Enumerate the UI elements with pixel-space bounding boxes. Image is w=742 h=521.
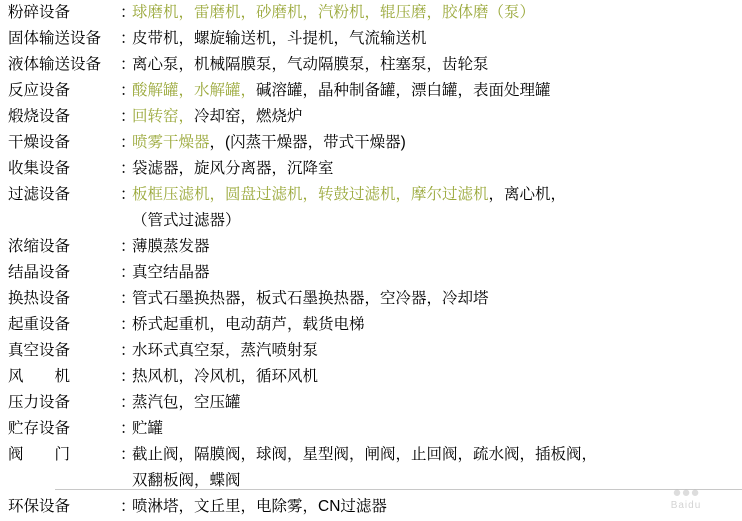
equipment-item-list: [132, 26, 742, 52]
continuation-spacer: [8, 468, 132, 494]
equipment-item-plain: 桥式起重机，电动葫芦，载货电梯: [132, 316, 365, 333]
equipment-item-list: [132, 494, 742, 520]
equipment-item-plain: 喷淋塔，文丘里，电除雾，CN过滤器: [132, 498, 387, 515]
equipment-colon: ：: [120, 4, 136, 21]
equipment-colon: ：: [120, 108, 136, 125]
equipment-item-list: [132, 52, 742, 78]
equipment-colon: ：: [120, 30, 136, 47]
equipment-item-list: [132, 234, 742, 260]
equipment-item-plain: 管式石墨换热器，板式石墨换热器，空冷器，冷却塔: [132, 290, 489, 307]
equipment-item-list: [132, 156, 742, 182]
equipment-row: [0, 26, 742, 52]
equipment-item-list: [132, 338, 742, 364]
equipment-row: [0, 338, 742, 364]
equipment-item-highlighted: 回转窑，: [132, 108, 195, 125]
equipment-colon: ：: [120, 264, 136, 281]
equipment-row: [0, 390, 742, 416]
equipment-row: [0, 416, 742, 442]
equipment-row: [0, 442, 742, 468]
equipment-row: [0, 0, 742, 26]
equipment-item-highlighted: 板框压滤机，圆盘过滤机，转鼓过滤机，摩尔过滤机: [132, 186, 489, 203]
equipment-item-list: [132, 312, 742, 338]
equipment-item-plain: 贮罐: [132, 420, 164, 437]
equipment-row: [0, 156, 742, 182]
equipment-item-plain: 离心泵，机械隔膜泵，气动隔膜泵，柱塞泵，齿轮泵: [132, 56, 489, 73]
equipment-colon: ：: [120, 394, 136, 411]
equipment-row-continuation: [0, 468, 742, 494]
equipment-row: [0, 130, 742, 156]
equipment-item-list: [132, 390, 742, 416]
equipment-colon: ：: [120, 420, 136, 437]
equipment-item-plain: 碱溶罐，晶种制备罐，漂白罐，表面处理罐: [256, 82, 551, 99]
equipment-item-list: [132, 130, 742, 156]
equipment-item-list: [132, 364, 742, 390]
equipment-item-plain: 截止阀，隔膜阀，球阀，星型阀，闸阀，止回阀，疏水阀，插板阀，: [132, 446, 598, 463]
equipment-row: [0, 364, 742, 390]
equipment-colon: ：: [120, 316, 136, 333]
equipment-item-plain: 蒸汽包，空压罐: [132, 394, 241, 411]
equipment-category-label: 收集设备: [8, 160, 71, 177]
equipment-item-list-continued: [132, 468, 742, 494]
equipment-item-highlighted: 酸解罐，水解罐，: [132, 82, 257, 99]
equipment-item-highlighted: 喷雾干燥器: [132, 134, 210, 151]
equipment-item-plain: 皮带机，螺旋输送机，斗提机，气流输送机: [132, 30, 427, 47]
equipment-item-list: [132, 182, 742, 208]
equipment-category-label: 贮存设备: [8, 420, 71, 437]
watermark-brand: Baidu: [670, 500, 702, 511]
equipment-category-label: 干燥设备: [8, 134, 71, 151]
equipment-item-highlighted: 球磨机，雷磨机，砂磨机，汽粉机，辊压磨，胶体磨（泵）: [132, 4, 536, 21]
equipment-row: [0, 312, 742, 338]
continuation-spacer: [8, 208, 132, 234]
equipment-item-list: [132, 260, 742, 286]
equipment-item-plain: 水环式真空泵，蒸汽喷射泵: [132, 342, 319, 359]
equipment-item-list: [132, 286, 742, 312]
equipment-category-label: 换热设备: [8, 290, 71, 307]
equipment-item-plain: 袋滤器，旋风分离器，沉降室: [132, 160, 334, 177]
equipment-colon: ：: [120, 238, 136, 255]
paw-icon: ●●●: [672, 484, 700, 501]
equipment-category-label: 固体输送设备: [8, 30, 102, 47]
equipment-item-list: [132, 442, 742, 468]
equipment-category-label: 结晶设备: [8, 264, 71, 281]
equipment-colon: ：: [120, 82, 136, 99]
equipment-row: [0, 104, 742, 130]
equipment-category-label: 真空设备: [8, 342, 71, 359]
equipment-row: [0, 234, 742, 260]
equipment-item-plain: （管式过滤器）: [132, 212, 241, 229]
equipment-item-plain: ，离心机，: [488, 186, 567, 203]
equipment-item-plain: 薄膜蒸发器: [132, 238, 210, 255]
equipment-colon: ：: [120, 342, 136, 359]
footer-divider: [55, 489, 742, 490]
equipment-row-continuation: [0, 208, 742, 234]
equipment-item-plain: 热风机，冷风机，循环风机: [132, 368, 319, 385]
equipment-category-label: 风 机: [8, 368, 71, 385]
equipment-item-list-continued: [132, 208, 742, 234]
equipment-category-label: 煅烧设备: [8, 108, 71, 125]
equipment-item-list: [132, 0, 742, 26]
equipment-item-plain: 真空结晶器: [132, 264, 210, 281]
equipment-colon: ：: [120, 446, 136, 463]
equipment-colon: ：: [120, 368, 136, 385]
equipment-row: [0, 78, 742, 104]
equipment-item-plain: 双翻板阀，蝶阀: [132, 472, 241, 489]
equipment-colon: ：: [120, 498, 136, 515]
equipment-category-label: 压力设备: [8, 394, 71, 411]
equipment-item-list: [132, 104, 742, 130]
equipment-category-label: 浓缩设备: [8, 238, 71, 255]
equipment-row: [0, 260, 742, 286]
equipment-category-label: 阀 门: [8, 446, 71, 463]
equipment-category-label: 液体输送设备: [8, 56, 102, 73]
equipment-row: [0, 494, 742, 520]
equipment-colon: ：: [120, 56, 136, 73]
equipment-category-label: 起重设备: [8, 316, 71, 333]
equipment-colon: ：: [120, 290, 136, 307]
equipment-row: [0, 52, 742, 78]
equipment-row: [0, 182, 742, 208]
equipment-row: [0, 286, 742, 312]
equipment-item-plain: 冷却窑，燃烧炉: [194, 108, 303, 125]
equipment-category-label: 环保设备: [8, 498, 71, 515]
equipment-category-label: 反应设备: [8, 82, 71, 99]
equipment-category-label: 粉碎设备: [8, 4, 71, 21]
equipment-colon: ：: [120, 134, 136, 151]
equipment-colon: ：: [120, 186, 136, 203]
equipment-item-list: [132, 416, 742, 442]
equipment-category-label: 过滤设备: [8, 186, 71, 203]
equipment-item-plain: ，(闪蒸干燥器，带式干燥器): [209, 134, 406, 151]
equipment-colon: ：: [120, 160, 136, 177]
equipment-item-list: [132, 78, 742, 104]
